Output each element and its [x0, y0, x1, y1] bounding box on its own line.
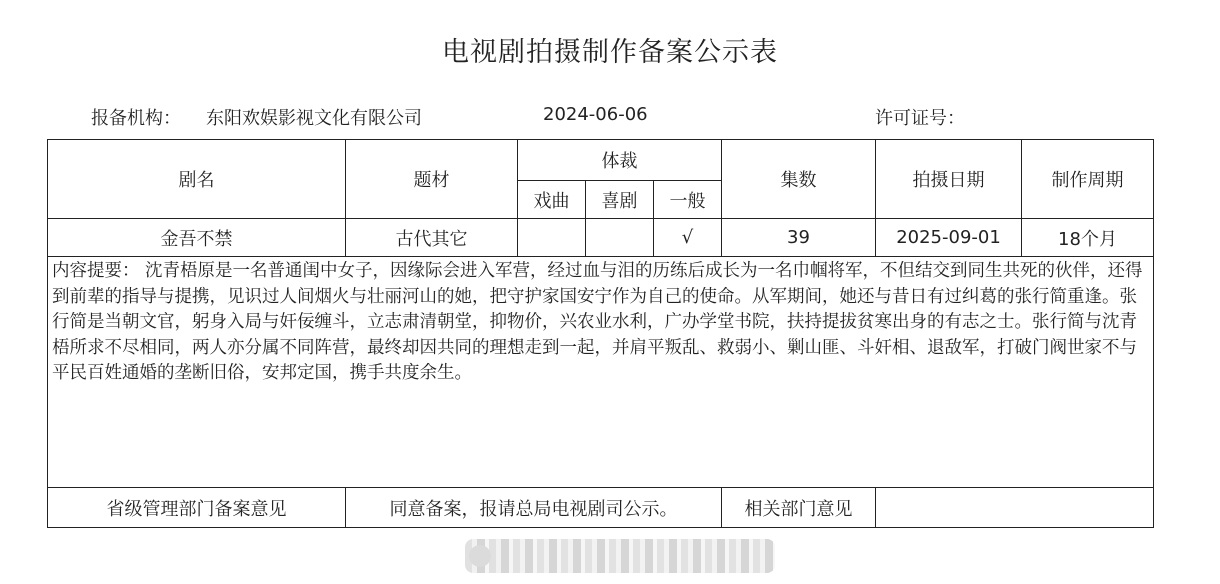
- cell-genre-general: √: [654, 219, 722, 257]
- watermark-image: [465, 539, 775, 573]
- header-period: 制作周期: [1022, 140, 1154, 219]
- page-title: 电视剧拍摄制作备案公示表: [442, 37, 778, 68]
- header-genre-opera: 戏曲: [518, 181, 586, 219]
- cell-period: 18个月: [1022, 219, 1154, 257]
- cell-genre-opera: [518, 219, 586, 257]
- filing-date: 2024-06-06: [543, 104, 648, 125]
- org-name: 东阳欢娱影视文化有限公司: [206, 108, 422, 129]
- header-subject: 题材: [346, 140, 518, 219]
- header-genre: 体裁: [518, 140, 722, 181]
- provincial-label: 省级管理部门备案意见: [48, 488, 346, 528]
- header-shoot-date: 拍摄日期: [876, 140, 1022, 219]
- header-name: 剧名: [48, 140, 346, 219]
- content-summary: 内容提要： 沈青梧原是一名普通闺中女子，因缘际会进入军营，经过血与泪的历练后成长为一名巾帼将军，不但结交到同生共死的伙伴，还得到前辈的指导与提携，见识过人间烟火与壮丽河山的她，把守护家国安宁作为自己的使命。从军期间，她还与昔日有过纠葛的张行简重逢。张行简是当朝文官，躬身入局与奸佞缠斗，立志肃清朝堂，抑物价，兴农业水利，广办学堂书院，扶持提拔贫寒出身的有志之士。张行简与沈青梧所求不尽相同，两人亦分属不同阵营，最终却因共同的理想走到一起，并肩平叛乱、救弱小、剿山匪、斗奸相、退敌军，打破门阀世家不与平民百姓通婚的垄断旧俗，安邦定国，携手共度余生。: [48, 257, 1154, 488]
- watermark-avatar-icon: [469, 545, 491, 567]
- provincial-opinion: 同意备案，报请总局电视剧司公示。: [346, 488, 722, 528]
- header-episodes: 集数: [722, 140, 876, 219]
- org-label: 报备机构：: [91, 108, 181, 129]
- cell-shoot-date: 2025-09-01: [876, 219, 1022, 257]
- dept-opinion: [876, 488, 1154, 528]
- header-genre-general: 一般: [654, 181, 722, 219]
- filing-table: [47, 139, 1154, 528]
- cell-episodes: 39: [722, 219, 876, 257]
- dept-label: 相关部门意见: [722, 488, 876, 528]
- cell-name: 金吾不禁: [48, 219, 346, 257]
- cell-subject: 古代其它: [346, 219, 518, 257]
- cell-genre-comedy: [586, 219, 654, 257]
- header-genre-comedy: 喜剧: [586, 181, 654, 219]
- license-label: 许可证号：: [875, 108, 965, 129]
